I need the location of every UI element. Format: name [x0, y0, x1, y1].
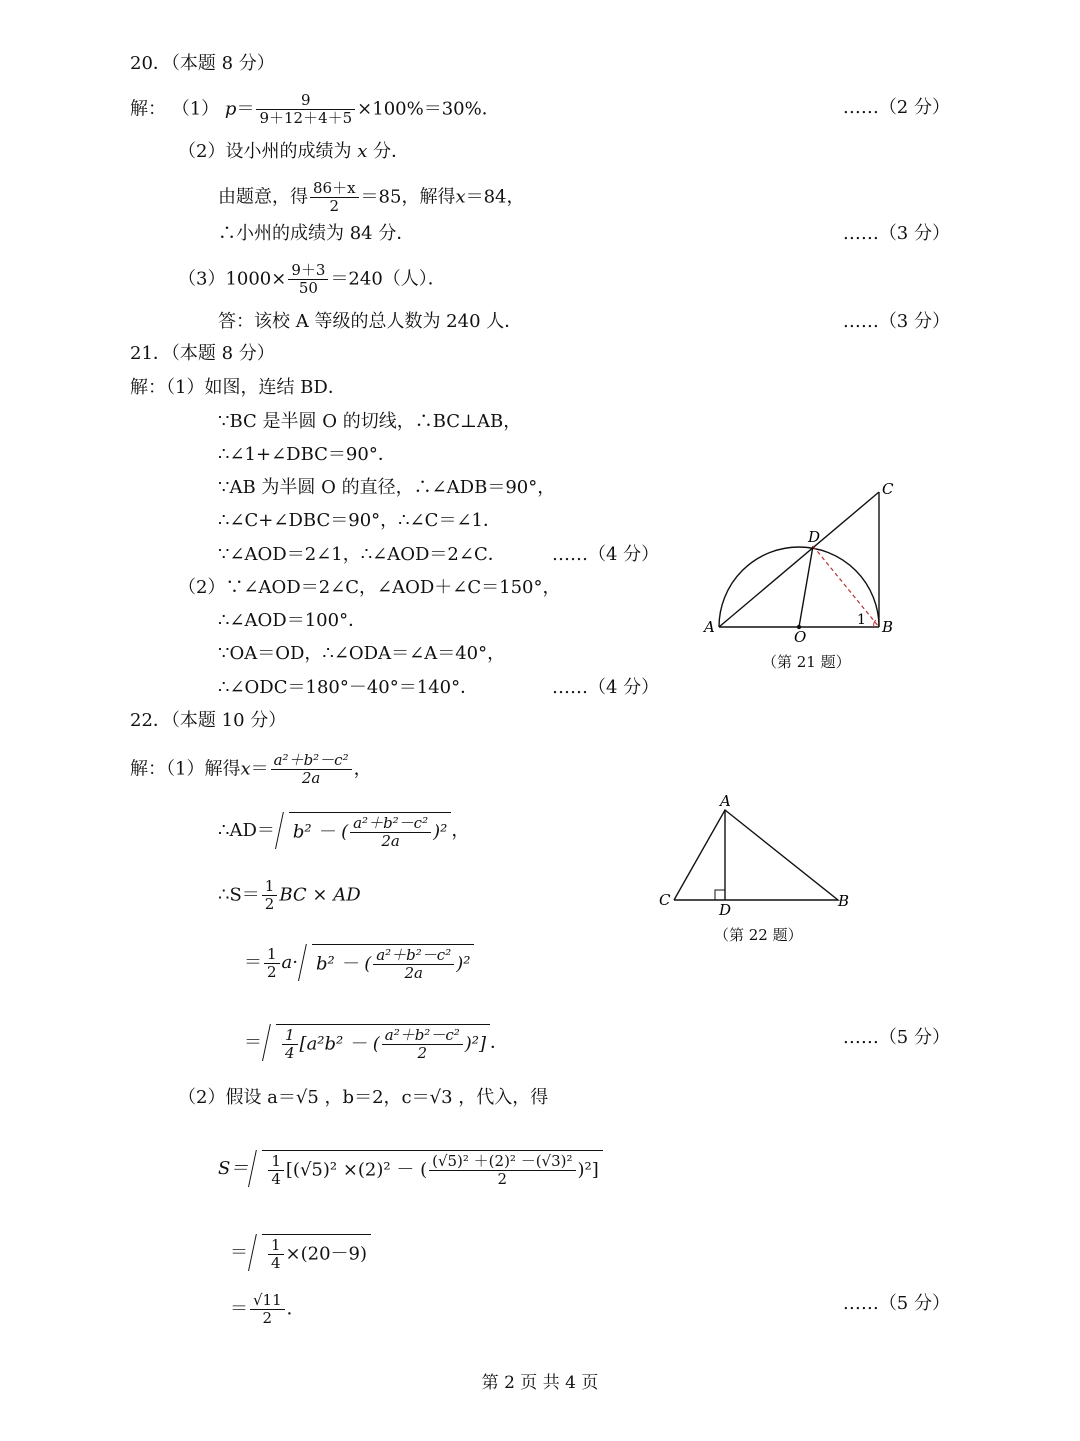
q22-line4 — [244, 944, 474, 982]
q20-p1-tail: ×100%＝30%． — [357, 98, 500, 120]
text: b² － — [292, 821, 336, 843]
q20-p1-var: p — [224, 98, 237, 120]
q21-line3: ∴∠1+∠DBC＝90°． — [218, 444, 396, 465]
denominator: 2 — [417, 1044, 428, 1062]
q22-line2 — [218, 812, 469, 850]
q22-line3 — [218, 878, 361, 913]
var-x: x — [240, 758, 251, 780]
q20-p1-eq: ＝ — [236, 98, 255, 120]
fraction — [288, 262, 328, 297]
triangle-abc — [674, 810, 838, 900]
q22-line5-score: ……（5 分） — [842, 1027, 950, 1048]
q20-part3 — [178, 262, 446, 297]
text: ＝240（人）． — [330, 268, 446, 290]
sqrt — [262, 1234, 371, 1272]
q20-part2-equation — [218, 180, 525, 215]
text: ＝84， — [465, 186, 525, 208]
label-c: C — [882, 480, 894, 498]
fraction — [382, 1027, 463, 1062]
q20-p1-score: ……（2 分） — [842, 97, 950, 118]
denominator: 2a — [404, 964, 423, 982]
figure-21 — [700, 478, 910, 648]
numerator: 1 — [264, 946, 280, 964]
numerator: 86＋x — [310, 180, 359, 198]
text: ． — [490, 1032, 509, 1053]
numerator: 1 — [282, 1027, 298, 1045]
q22-line5 — [244, 1024, 508, 1062]
fraction — [264, 946, 280, 981]
sqrt: $\frac{1}{4}$ [(√5)² ×(2)² － ( $\frac{\text{(√5)² ＋(2)² －(√3)²}}{2}$ )²] — [262, 1150, 602, 1188]
numerator: a²＋b²－c² — [373, 947, 454, 965]
text: （2）设小州的成绩为 — [178, 141, 352, 162]
q20-part1 — [130, 92, 500, 127]
sqrt: $\frac{1}{4}$ [a²b² － ( $\frac{\text{a²＋b²－c²}}{2}$ )²] — [276, 1024, 490, 1062]
q22-line1 — [130, 752, 372, 787]
text: ＝ — [244, 1032, 262, 1053]
text: ， — [353, 758, 372, 780]
denominator: 4 — [271, 1170, 281, 1188]
fraction — [262, 878, 278, 913]
text: ∴AD＝ — [218, 820, 275, 841]
figure-22 — [652, 790, 862, 920]
text: a²b² － — [306, 1033, 367, 1055]
fraction — [429, 1153, 575, 1188]
label-d: D — [808, 528, 821, 546]
text: (√5)² ×(2)² － — [292, 1159, 415, 1181]
fraction — [268, 1237, 284, 1272]
q20-header: 20．（本题 8 分） — [130, 53, 275, 74]
q22-line9-score: ……（5 分） — [842, 1293, 950, 1314]
q21-line4: ∵AB 为半圆 O 的直径，∴∠ADB＝90°， — [218, 477, 556, 498]
q21-line6-score: ……（4 分） — [552, 544, 660, 565]
q20-jie: 解： — [130, 98, 166, 120]
text: BC × AD — [279, 884, 361, 906]
q20-answer: 答：该校 A 等级的总人数为 240 人． — [218, 311, 523, 332]
q22-line8 — [230, 1234, 371, 1272]
text: 由题意，得 — [218, 186, 308, 208]
var-x: x — [455, 186, 466, 208]
q21-line10-score: ……（4 分） — [552, 677, 660, 698]
denominator: 4 — [271, 1254, 281, 1272]
label-d: D — [719, 901, 732, 919]
jie: 解： — [130, 758, 166, 780]
q21-line6: ∵∠AOD＝2∠1，∴∠AOD＝2∠C． — [218, 544, 506, 565]
q21-line10: ∴∠ODC＝180°－40°＝140°． — [218, 677, 479, 698]
right-angle-mark — [715, 890, 725, 900]
denominator: 2 — [329, 197, 340, 215]
denominator: 50 — [298, 279, 318, 297]
var-x: x — [357, 141, 368, 162]
q22-line7 — [218, 1150, 603, 1188]
label-b: B — [882, 618, 894, 636]
text: ． — [286, 1298, 305, 1320]
denominator: 2 — [262, 1309, 273, 1327]
q20-p1-fraction — [256, 92, 355, 127]
text: ＝ — [230, 1242, 248, 1263]
text: ∴S＝ — [218, 884, 260, 906]
fraction — [310, 180, 359, 215]
label-a: A — [720, 792, 731, 810]
q20-p1-label: （1） — [171, 98, 220, 120]
label-a: A — [704, 618, 715, 636]
numerator: (√5)² ＋(2)² －(√3)² — [429, 1153, 575, 1171]
denominator: 9＋12＋4＋5 — [259, 109, 353, 127]
text: ＝ — [230, 1298, 248, 1320]
fraction — [373, 947, 454, 982]
q20-p2-score: ……（3 分） — [842, 223, 950, 244]
q21-line9: ∵OA＝OD，∴∠ODA＝∠A＝40°， — [218, 643, 506, 664]
q20-part2-conclusion: ∴小州的成绩为 84 分． — [218, 223, 415, 244]
text: ＝ — [244, 952, 262, 973]
text: ＝ — [250, 758, 269, 780]
fraction — [282, 1027, 298, 1062]
text: a· — [281, 952, 298, 973]
q22-header: 22．（本题 10 分） — [130, 710, 287, 731]
denominator: 2 — [497, 1170, 508, 1188]
numerator: √11 — [250, 1292, 285, 1310]
q21-header: 21．（本题 8 分） — [130, 343, 275, 364]
fraction — [350, 815, 431, 850]
fraction — [271, 752, 352, 787]
sqrt: b² － ( $\frac{\text{a²＋b²－c²}}{2a}$ )² — [312, 944, 474, 982]
label-o: O — [794, 628, 807, 646]
fraction — [250, 1292, 285, 1327]
q21-line8: ∴∠AOD＝100°． — [218, 610, 367, 631]
q21-line2: ∵BC 是半圆 O 的切线，∴BC⊥AB， — [218, 411, 522, 432]
q21-line1: 解：（1）如图，连结 BD． — [130, 377, 346, 398]
q22-line9 — [230, 1292, 305, 1327]
text: S＝ — [218, 1158, 249, 1179]
numerator: 1 — [268, 1153, 284, 1171]
text: ＝85，解得 — [360, 186, 456, 208]
numerator: a²＋b²－c² — [382, 1027, 463, 1045]
fraction — [268, 1153, 284, 1188]
denominator: 2a — [301, 769, 321, 787]
q20-p3-score: ……（3 分） — [842, 311, 950, 332]
numerator: a²＋b²－c² — [350, 815, 431, 833]
sqrt: b² － ( $\frac{\text{a²＋b²－c²}}{2a}$ )² — [289, 812, 451, 850]
text: （1）解得 — [166, 758, 241, 780]
text: ， — [451, 820, 470, 841]
q22-line6: （2）假设 a＝√5 ，b＝2，c＝√3 ，代入，得 — [178, 1087, 549, 1108]
line-ac — [719, 492, 879, 627]
label-angle-1: 1 — [857, 612, 866, 628]
figure-21-caption: （第 21 题） — [762, 653, 851, 671]
page-footer: 第 2 页 共 4 页 — [481, 1373, 599, 1393]
figure-22-caption: （第 22 题） — [714, 926, 803, 944]
numerator: 1 — [262, 878, 278, 896]
dashed-bd — [813, 546, 879, 627]
text: （3）1000× — [178, 268, 287, 290]
denominator: 4 — [285, 1044, 295, 1062]
q20-part2-intro — [178, 140, 409, 164]
q21-line7: （2）∵∠AOD＝2∠C，∠AOD＋∠C＝150°， — [178, 577, 561, 598]
denominator: 2 — [267, 962, 277, 981]
label-c: C — [659, 891, 671, 909]
numerator: 9 — [256, 92, 355, 110]
text: b² － — [316, 953, 359, 975]
denominator: 2 — [264, 895, 275, 913]
denominator: 2a — [381, 832, 400, 850]
text: 分． — [373, 141, 410, 162]
numerator: 9＋3 — [288, 262, 328, 280]
text: ×(20－9) — [285, 1243, 368, 1265]
q21-line5: ∴∠C+∠DBC＝90°，∴∠C＝∠1． — [218, 510, 501, 531]
label-b: B — [838, 892, 850, 910]
numerator: a²＋b²－c² — [271, 752, 352, 770]
numerator: 1 — [268, 1237, 284, 1255]
